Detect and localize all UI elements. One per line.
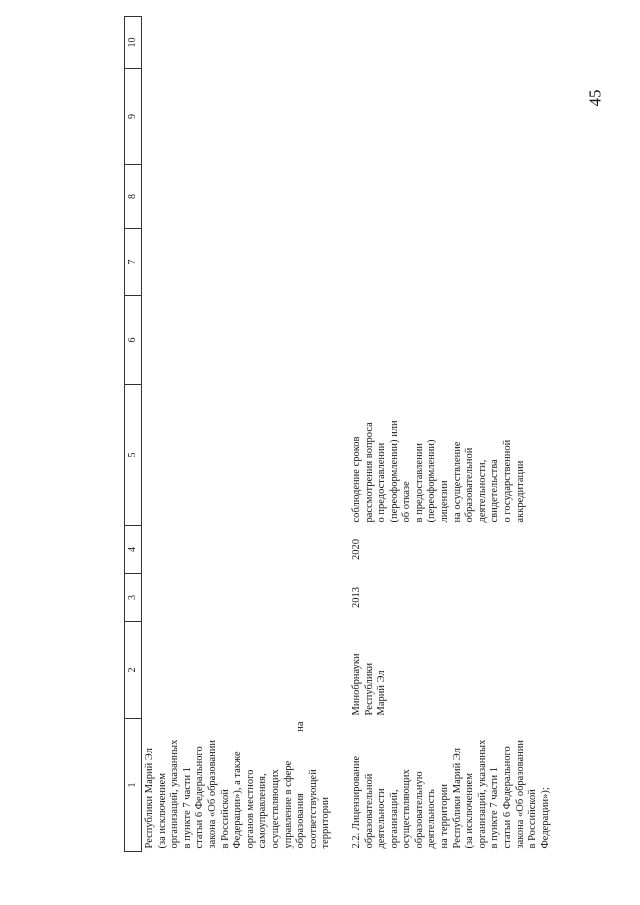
text-line: (за исключением — [464, 773, 476, 849]
header-cell: 3 — [125, 574, 142, 622]
text-line: соблюдение сроков — [350, 436, 362, 523]
text-line: свидетельства — [489, 459, 501, 523]
text-line: Федерации»), а также — [232, 751, 244, 849]
text-line: деятельности, — [476, 459, 488, 523]
text-line: самоуправления, — [257, 773, 269, 849]
text-line: Федерации»); — [539, 787, 551, 849]
start-year-cell: 2013 — [350, 587, 362, 608]
header-cell: 1 — [125, 719, 142, 852]
empty-cell — [335, 296, 640, 385]
text-line: в пункте 7 части 1 — [489, 767, 501, 849]
text-line: в Российской — [527, 789, 539, 849]
header-cell: 5 — [125, 385, 142, 526]
empty-cell — [142, 69, 335, 165]
text-line: статьи 6 Федерального — [502, 746, 514, 849]
empty-cell — [142, 17, 335, 69]
table-header-row — [125, 17, 142, 852]
text-line: образовательную — [413, 771, 425, 849]
start-year-cell — [142, 574, 335, 622]
header-cell: 7 — [125, 229, 142, 296]
text-line: осуществляющих — [401, 769, 413, 849]
text-line: деятельность — [426, 789, 438, 849]
text-line: о государственной — [502, 439, 514, 523]
text-line: (за исключением — [156, 773, 168, 849]
header-cell: 8 — [125, 165, 142, 229]
rotated-table-container — [124, 17, 640, 852]
text-line: органов местного — [244, 769, 256, 849]
text-line: организаций, указанных — [476, 739, 488, 849]
text-line: образования на соответствующей — [295, 721, 319, 849]
text-line: (переоформлении) или — [388, 420, 400, 523]
end-year-cell — [142, 526, 335, 574]
text-line: образовательной — [464, 447, 476, 523]
text-line: организаций, — [388, 789, 400, 849]
text-line: в предоставлении — [413, 443, 425, 523]
end-year-cell: 2020 — [350, 539, 362, 560]
text-line: на осуществление — [451, 441, 463, 523]
header-cell: 6 — [125, 296, 142, 385]
empty-cell — [142, 296, 335, 385]
text-line: аккредитации — [514, 460, 526, 523]
measure-name-cell — [142, 719, 335, 852]
header-cell: 2 — [125, 622, 142, 719]
empty-cell — [142, 165, 335, 229]
header-cell: 10 — [125, 17, 142, 69]
text-line: Марий Эл — [376, 670, 388, 716]
text-line: образовательной — [363, 773, 375, 849]
header-cell: 9 — [125, 69, 142, 165]
responsible-cell — [142, 622, 335, 719]
text-line: осуществляющих — [269, 769, 281, 849]
measure-name-cell — [335, 719, 640, 852]
text-line: об отказе — [401, 481, 413, 523]
empty-cell — [335, 17, 640, 69]
text-line: лицензии — [439, 480, 451, 523]
text-line: управление в сфере — [282, 760, 294, 849]
page-number: 45 — [585, 89, 605, 107]
empty-cell — [335, 165, 640, 229]
text-line: в пункте 7 части 1 — [181, 767, 193, 849]
text-line: (переоформлении) — [426, 439, 438, 523]
text-line: 2.2. Лицензирование — [350, 755, 362, 849]
text-line: организаций, указанных — [169, 739, 181, 849]
table-row — [142, 17, 335, 852]
text-line: Минобрнауки — [350, 653, 362, 716]
text-line: закона «Об образовании — [206, 739, 218, 849]
text-line: статьи 6 Федерального — [194, 746, 206, 849]
result-cell — [335, 385, 640, 526]
measures-table — [124, 16, 640, 852]
text-line: на территории — [439, 784, 451, 849]
empty-cell — [335, 229, 640, 296]
text-line: в Российской — [219, 789, 231, 849]
text-line: Республики — [363, 662, 375, 716]
text-line: о предоставлении — [376, 442, 388, 523]
text-line: рассмотрения вопроса — [363, 422, 375, 523]
text-line: закона «Об образовании — [514, 739, 526, 849]
header-cell: 4 — [125, 526, 142, 574]
empty-cell — [142, 229, 335, 296]
result-cell — [142, 385, 335, 526]
text-line: Республики Марий Эл — [144, 748, 155, 849]
table-row — [335, 17, 640, 852]
responsible-cell — [335, 622, 640, 719]
text-line: деятельности — [376, 788, 388, 849]
text-line: Республики Марий Эл — [451, 748, 463, 849]
text-line: территории — [320, 796, 332, 849]
empty-cell — [335, 69, 640, 165]
